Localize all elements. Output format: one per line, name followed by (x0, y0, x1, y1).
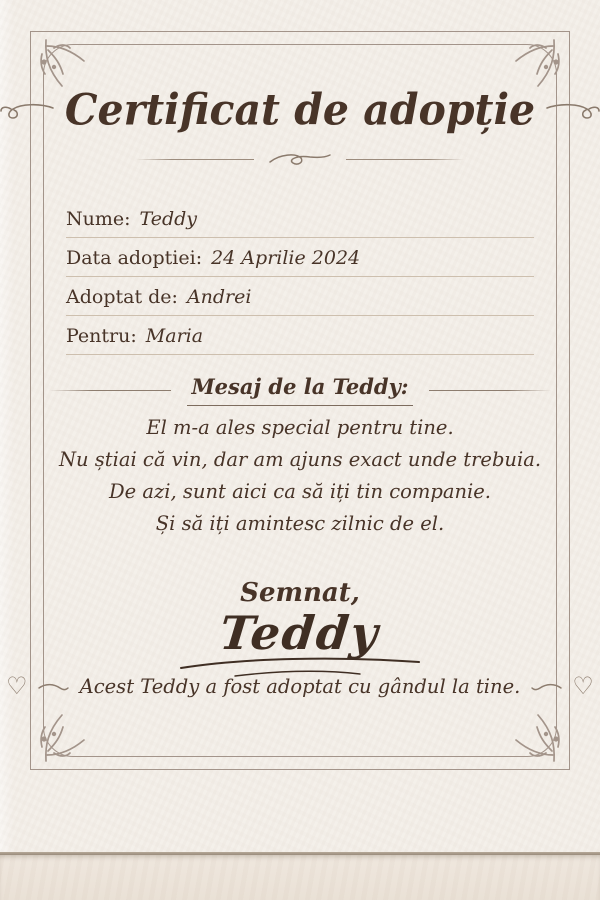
corner-flourish-icon (506, 705, 568, 767)
title-row (0, 86, 600, 134)
divider-swirl-icon (266, 148, 334, 170)
field-adoption-date (66, 238, 534, 277)
message-line: Nu știai că vin, dar am ajuns exact unde trebuia. (58, 448, 542, 471)
field-name (66, 199, 534, 238)
message-body (40, 412, 560, 540)
dedication-text: Acest Teddy a fost adoptat cu gândul la tine. (79, 674, 521, 698)
field-value: Maria (145, 325, 204, 347)
swirl-icon (545, 97, 600, 123)
fields-section (66, 199, 534, 355)
dedication-row (0, 674, 600, 698)
footer-swirl-icon (530, 679, 564, 693)
field-label: Adoptat de: (66, 286, 178, 308)
field-label: Pentru: (66, 325, 137, 347)
message-line: De azi, sunt aici ca să iți tin companie. (109, 480, 491, 503)
field-value: Andrei (186, 286, 252, 308)
footer-swirl-icon (36, 679, 70, 693)
corner-flourish-icon (32, 705, 94, 767)
swirl-icon (0, 97, 55, 123)
certificate-title: Certificat de adopție (64, 85, 536, 135)
message-heading-row (0, 374, 600, 406)
divider-line (136, 159, 254, 160)
field-label: Data adoptiei: (66, 247, 203, 269)
title-divider (0, 148, 600, 170)
background-surface (0, 855, 600, 900)
heading-line (49, 390, 171, 391)
signature-name: Teddy (217, 606, 383, 660)
field-label: Nume: (66, 208, 131, 230)
message-line: Și să iți amintesc zilnic de el. (155, 512, 445, 535)
signature-label: Semnat, (240, 578, 360, 608)
field-for (66, 316, 534, 355)
field-value: Teddy (139, 208, 198, 230)
heading-line (429, 390, 551, 391)
heart-icon: ♡ (6, 672, 28, 700)
message-line: El m-a ales special pentru tine. (146, 416, 454, 439)
signature-block (0, 606, 600, 660)
message-heading: Mesaj de la Teddy: (187, 374, 412, 406)
field-adopted-by (66, 277, 534, 316)
heart-icon: ♡ (572, 672, 594, 700)
divider-line (346, 159, 464, 160)
field-value: 24 Aprilie 2024 (211, 247, 361, 269)
